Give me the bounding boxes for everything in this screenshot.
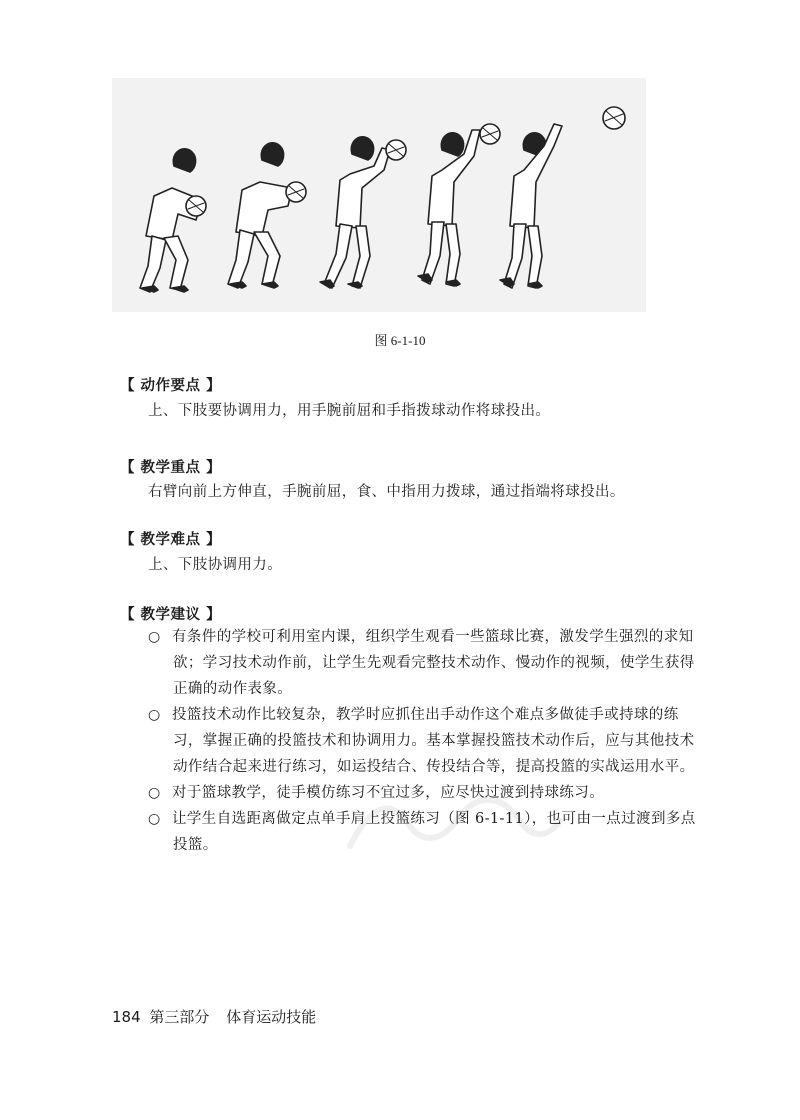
text-action-points: 上、下肢要协调用力，用手腕前屈和手指拨球动作将球投出。 xyxy=(148,403,551,419)
suggestion-text: 让学生自选距离做定点单手肩上投篮练习（图 6-1-11），也可由一点过渡到多点投篮。 xyxy=(172,811,696,853)
suggestion-text: 对于篮球教学，徒手模仿练习不宜过多，应尽快过渡到持球练习。 xyxy=(172,785,605,801)
jump-shot-sequence-illustration xyxy=(112,78,646,312)
jump-shot-figure xyxy=(112,78,646,312)
text-teaching-difficulty: 上、下肢协调用力。 xyxy=(148,557,283,573)
list-item xyxy=(148,624,708,702)
circle-bullet-icon: ○ xyxy=(148,707,161,723)
list-item xyxy=(148,702,708,780)
suggestion-text: 有条件的学校可利用室内课，组织学生观看一些篮球比赛，激发学生强烈的求知欲；学习技术动作前，让学生先观看完整技术动作、慢动作的视频，使学生获得正确的动作表象。 xyxy=(172,629,695,697)
player-stage-2 xyxy=(228,143,306,288)
circle-bullet-icon: ○ xyxy=(148,629,161,645)
heading-teaching-focus: 【 教学重点 】 xyxy=(120,460,222,476)
heading-action-points: 【 动作要点 】 xyxy=(120,378,222,394)
watermark-icon xyxy=(330,776,570,876)
heading-teaching-difficulty: 【 教学难点 】 xyxy=(120,532,222,548)
footer-part: 第三部分 xyxy=(149,1008,210,1026)
player-stage-4 xyxy=(418,124,500,286)
page-footer xyxy=(112,1006,316,1027)
text-teaching-focus: 右臂向前上方伸直，手腕前屈，食、中指用力拨球，通过指端将球投出。 xyxy=(148,484,625,500)
footer-chapter: 体育运动技能 xyxy=(226,1008,317,1026)
player-stage-1 xyxy=(140,149,206,292)
circle-bullet-icon: ○ xyxy=(148,785,161,801)
released-ball xyxy=(603,107,625,129)
suggestion-text: 投篮技术动作比较复杂，教学时应抓住出手动作这个难点多做徒手或持球的练习，掌握正确的投篮技术和协调用力。基本掌握投篮技术动作后，应与其他技术动作结合起来进行练习，如运投结合、传投结合等，提高投篮的实战运用水平。 xyxy=(172,707,695,775)
circle-bullet-icon: ○ xyxy=(148,811,161,827)
player-stage-3 xyxy=(320,137,406,288)
page-number: 184 xyxy=(112,1008,141,1026)
figure-caption: 图 6-1-10 xyxy=(374,333,426,348)
player-stage-5 xyxy=(500,124,562,288)
heading-teaching-suggestions: 【 教学建议 】 xyxy=(120,607,222,623)
